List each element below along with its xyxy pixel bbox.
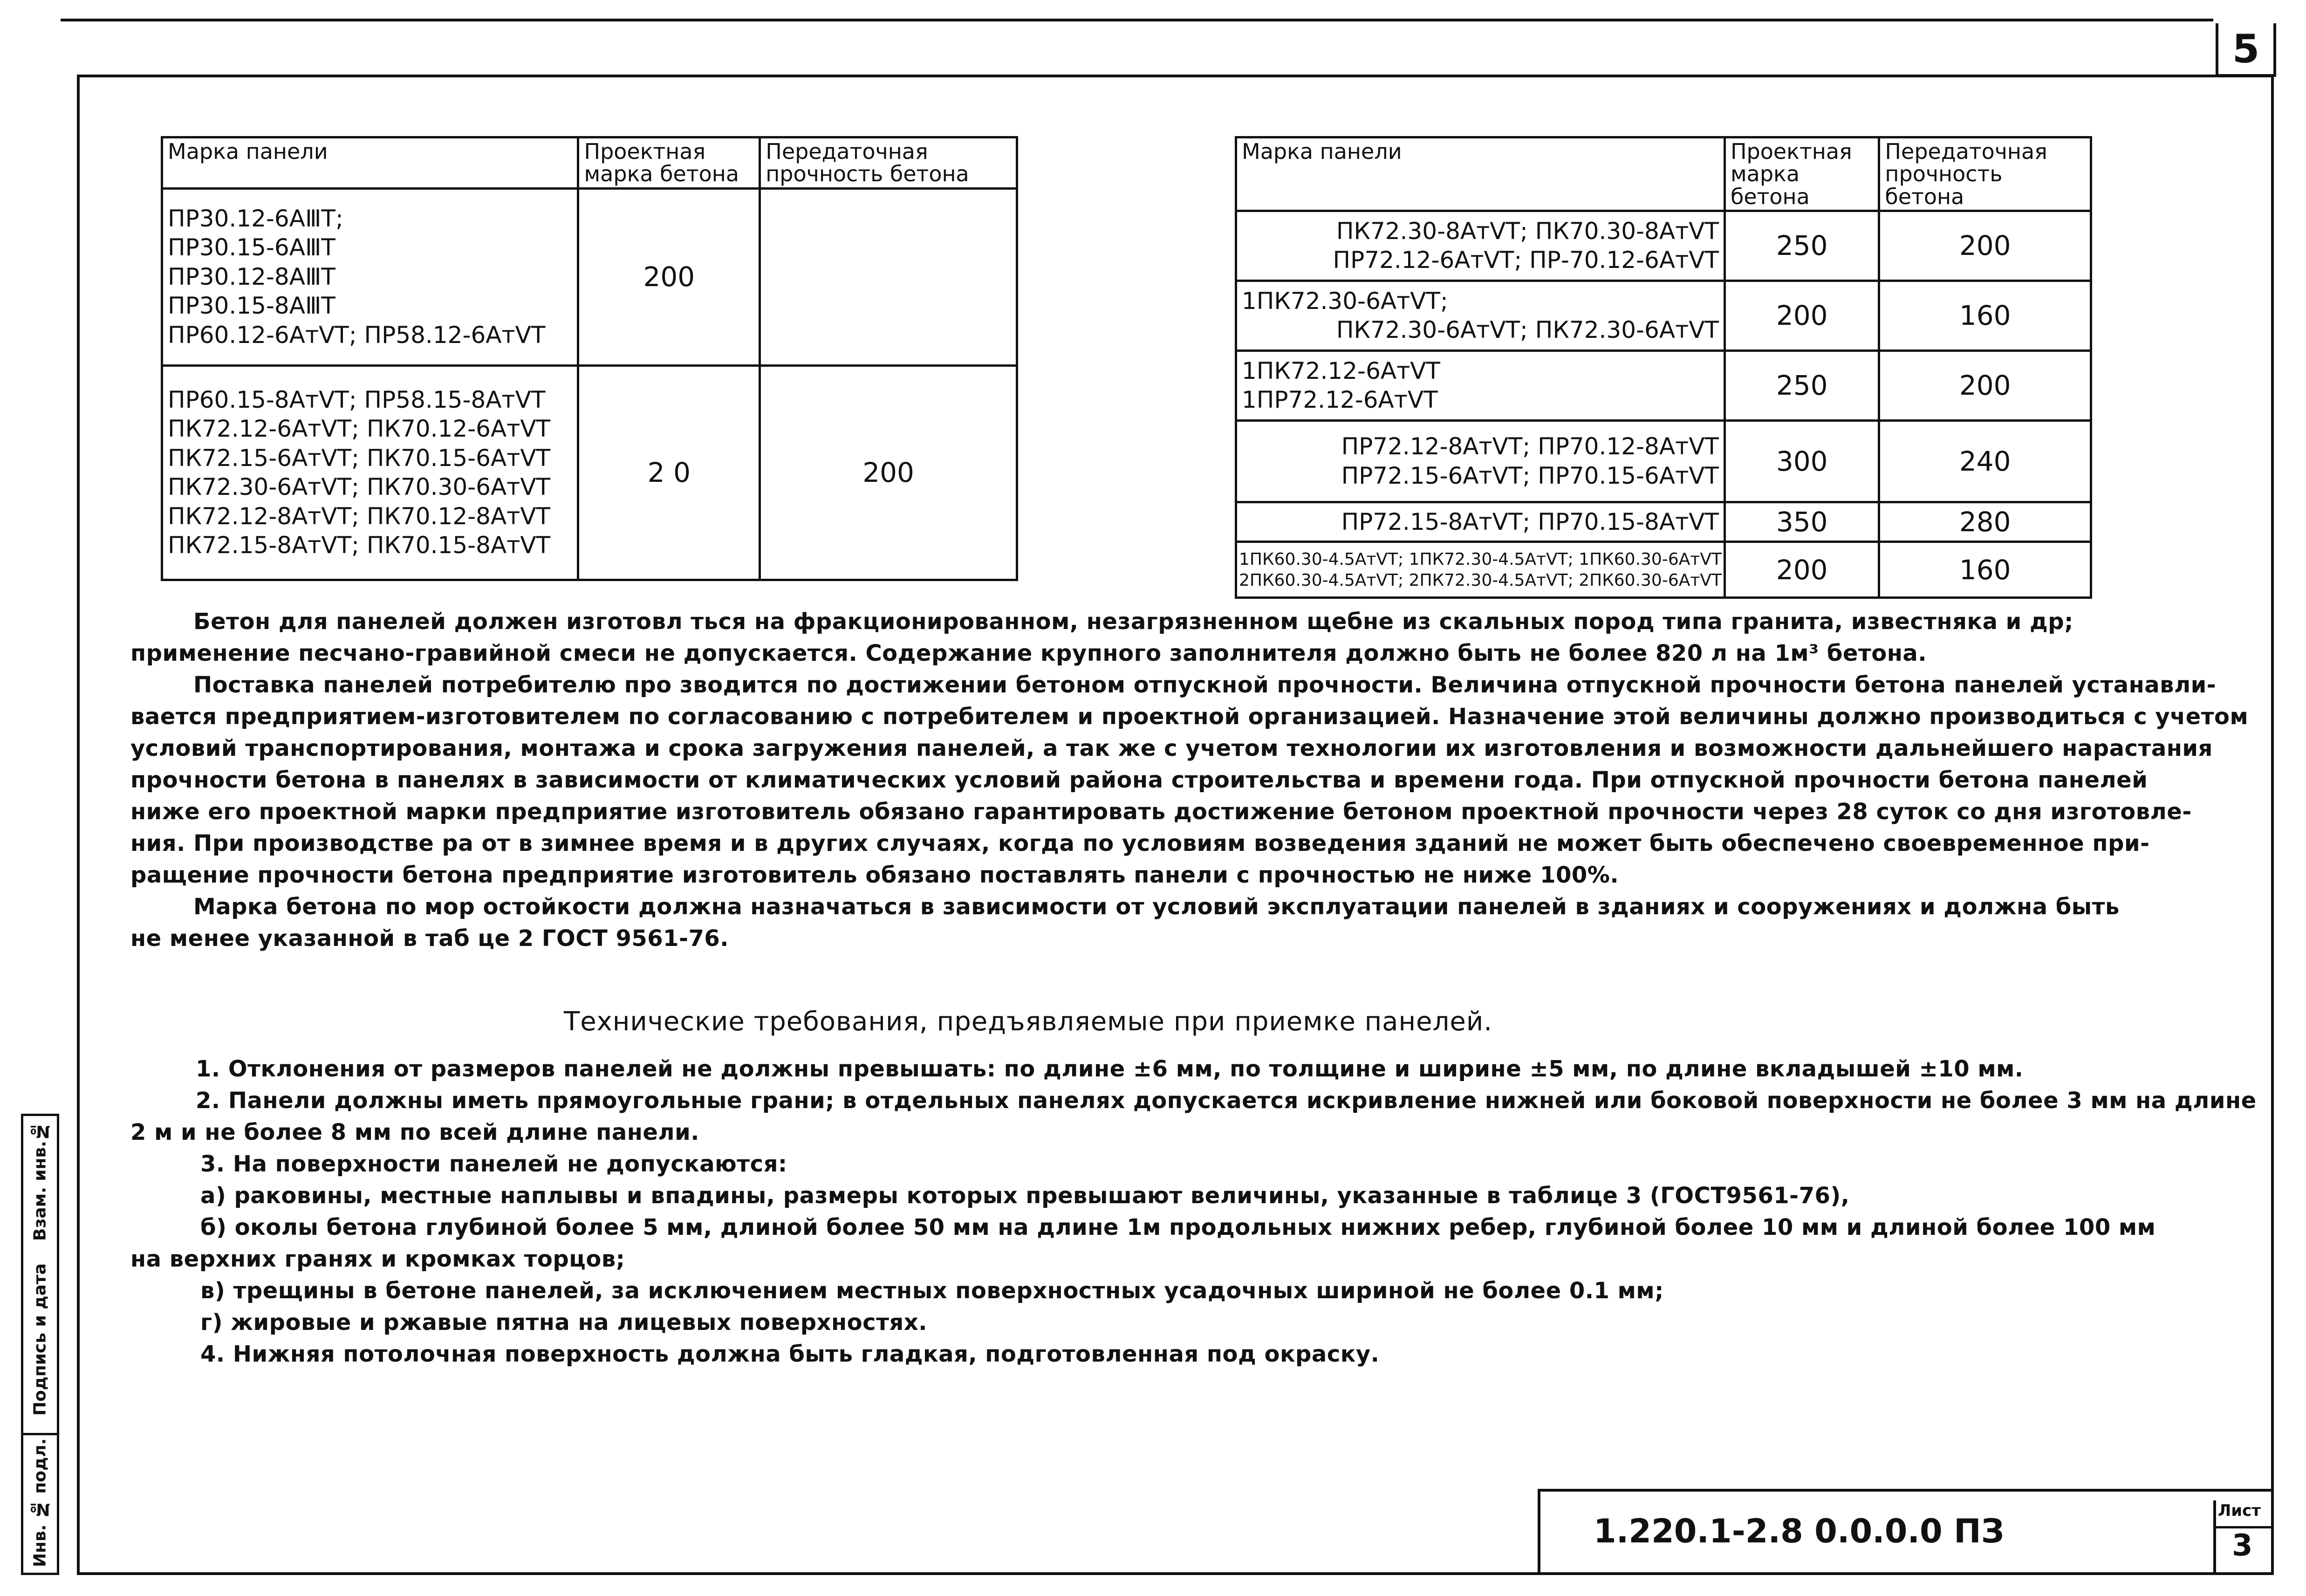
grade-cell: 300 <box>1724 420 1879 502</box>
panel-mark: ПК72.30-8АтⅤТ; ПК70.30-8АтⅤТ <box>1336 217 1719 245</box>
sheet-label: Лист <box>2218 1501 2261 1520</box>
panel-mark: ПК72.15-8АтⅤТ; ПК70.15-8АтⅤТ <box>168 532 551 559</box>
panel-mark: ПР30.15-6АⅢТ <box>168 234 335 261</box>
strength-cell: 160 <box>1879 281 2091 350</box>
grade-cell: 2 0 <box>578 365 760 580</box>
panel-table-left <box>161 136 1018 581</box>
requirement-line: на верхних гранях и кромках торцов; <box>130 1246 625 1272</box>
concrete-notes <box>130 606 2249 954</box>
panel-mark: ПК72.30-6АтⅤТ; ПК70.30-6АтⅤТ <box>168 473 551 501</box>
paragraph-line: Марка бетона по мор остойкости должна назначаться в зависимости от условий эксплуатации панелей в зданиях и сооружениях и должна быть <box>193 894 2120 920</box>
grade-cell: 250 <box>1724 350 1879 420</box>
requirement-line: г) жировые и ржавые пятна на лицевых поверхностях. <box>200 1309 927 1336</box>
panel-mark: ПК72.12-8АтⅤТ; ПК70.12-8АтⅤТ <box>168 502 551 530</box>
strength-cell: 280 <box>1879 502 2091 542</box>
mark-cell <box>1236 542 1725 598</box>
table-row <box>1236 542 2091 598</box>
table-header-row <box>1236 137 2091 211</box>
grade-cell: 200 <box>1724 542 1879 598</box>
panel-mark: 1ПК72.12-6АтⅤТ <box>1242 357 1440 384</box>
page-number: 5 <box>2216 23 2276 77</box>
strength-cell: 200 <box>1879 350 2091 420</box>
paragraph-line: Поставка панелей потребителю про зводится по достижении бетоном отпускной прочности. Величина отпускной прочности бетона панелей устанавли- <box>193 672 2217 698</box>
requirement-line: а) раковины, местные наплывы и впадины, размеры которых превышают величины, указанные в таблице 3 (ГОСТ9561-76), <box>200 1183 1850 1209</box>
panel-mark: ПР60.12-6АтⅤТ; ПР58.12-6АтⅤТ <box>168 321 546 349</box>
paragraph-line: ния. При производстве ра от в зимнее время и в других случаях, когда по условиям возведения зданий не может быть обеспечено своевременное при- <box>130 830 2150 856</box>
requirement-line: в) трещины в бетоне панелей, за исключением местных поверхностных усадочных шириной не более 0.1 мм; <box>200 1278 1664 1304</box>
strength-cell: 200 <box>760 365 1017 580</box>
requirements-heading: Технические требования, предъявляемые при приемке панелей. <box>564 1007 1493 1037</box>
mark-cell <box>1236 502 1725 542</box>
requirement-line: 3. На поверхности панелей не допускаются: <box>200 1151 787 1177</box>
paragraph-line: ниже его проектной марки предприятие изготовитель обязано гарантировать достижение бетоном проектной прочности через 28 суток со дня изготовле- <box>130 799 2192 825</box>
panel-mark: ПК72.12-6АтⅤТ; ПК70.12-6АтⅤТ <box>168 415 551 443</box>
paragraph-line: Бетон для панелей должен изготовл ться на фракционированном, незагрязненном щебне из скальных пород типа гранита, известняка и др; <box>193 609 2073 635</box>
requirement-line: 2 м и не более 8 мм по всей длине панели. <box>130 1119 699 1145</box>
strength-cell <box>760 188 1017 365</box>
table-row <box>1236 420 2091 502</box>
header-grade: Проектная марка бетона <box>1724 137 1879 211</box>
table-row <box>1236 502 2091 542</box>
header-strength: Передаточная прочность бетона <box>1879 137 2091 211</box>
mark-cell <box>1236 350 1725 420</box>
mark-cell <box>1236 420 1725 502</box>
panel-mark: 1ПР72.12-6АтⅤТ <box>1242 386 1438 414</box>
table-row <box>1236 281 2091 350</box>
grade-cell: 200 <box>1724 281 1879 350</box>
panel-mark: ПР72.15-8АтⅤТ; ПР70.15-8АтⅤТ <box>1341 508 1719 535</box>
grade-cell: 250 <box>1724 211 1879 281</box>
panel-mark: 1ПК60.30-4.5АтⅤТ; 1ПК72.30-4.5АтⅤТ; 1ПК60.30-6АтⅤТ <box>1239 549 1722 569</box>
panel-mark: ПР60.15-8АтⅤТ; ПР58.15-8АтⅤТ <box>168 386 546 413</box>
paragraph-line: прочности бетона в панелях в зависимости от климатических условий района строительства и времени года. При отпускной прочности бетона панелей <box>130 767 2148 793</box>
strength-cell: 240 <box>1879 420 2091 502</box>
header-mark: Марка панели <box>162 137 578 189</box>
paragraph-line: условий транспортирования, монтажа и срока загружения панелей, а так же с учетом технологии их изготовления и возможности дальнейшего нарастания <box>130 735 2213 761</box>
header-strength: Передаточная прочность бетона <box>760 137 1017 189</box>
mark-cell <box>162 188 578 365</box>
grade-cell: 200 <box>578 188 760 365</box>
panel-mark: ПР30.12-6АⅢТ; <box>168 205 343 232</box>
table-row <box>1236 211 2091 281</box>
requirement-line: 4. Нижняя потолочная поверхность должна быть гладкая, подготовленная под окраску. <box>200 1341 1380 1367</box>
strength-cell: 160 <box>1879 542 2091 598</box>
top-border-line <box>61 19 2213 21</box>
table-row <box>162 365 1017 580</box>
panel-mark: ПР72.12-8АтⅤТ; ПР70.12-8АтⅤТ <box>1341 433 1719 460</box>
table-header-row <box>162 137 1017 189</box>
strength-cell: 200 <box>1879 211 2091 281</box>
sheet-number: 3 <box>2232 1528 2253 1563</box>
panel-mark: ПР72.12-6АтⅤТ; ПР-70.12-6АтⅤТ <box>1333 247 1719 274</box>
document-code: 1.220.1-2.8 0.0.0.0 ПЗ <box>1594 1512 2005 1550</box>
paragraph-line: ращение прочности бетона предприятие изготовитель обязано поставлять панели с прочностью не ниже 100%. <box>130 862 1619 888</box>
paragraph-line: применение песчано-гравийной смеси не допускается. Содержание крупного заполнителя должно быть не более 820 л на 1м³ бетона. <box>130 640 1927 666</box>
panel-mark: ПР72.15-6АтⅤТ; ПР70.15-6АтⅤТ <box>1341 462 1719 489</box>
paragraph-line: не менее указанной в таб це 2 ГОСТ 9561-76. <box>130 925 729 952</box>
header-mark: Марка панели <box>1236 137 1725 211</box>
requirement-line: 2. Панели должны иметь прямоугольные грани; в отдельных панелях допускается искривление нижней или боковой поверхности не более 3 мм на длине <box>196 1088 2257 1114</box>
mark-cell <box>1236 211 1725 281</box>
paragraph-line: вается предприятием-изготовителем по согласованию с потребителем и проектной организацией. Назначение этой величины должно производиться с учетом <box>130 704 2249 730</box>
panel-mark: 1ПК72.30-6АтⅤТ; <box>1242 287 1448 315</box>
margin-label: Подпись и дата <box>23 1247 57 1435</box>
header-grade: Проектная марка бетона <box>578 137 760 189</box>
grade-cell: 350 <box>1724 502 1879 542</box>
table-row <box>162 188 1017 365</box>
requirements-list <box>130 1053 2257 1370</box>
panel-mark: ПР30.12-8АⅢТ <box>168 263 335 290</box>
margin-stamp <box>21 1114 59 1575</box>
requirement-line: б) околы бетона глубиной более 5 мм, длиной более 50 мм на длине 1м продольных нижних ребер, глубиной более 10 мм и длиной более 100 мм <box>200 1214 2156 1240</box>
margin-label: Взам. инв.№ <box>30 1122 50 1241</box>
table-row <box>1236 350 2091 420</box>
panel-mark: ПК72.15-6АтⅤТ; ПК70.15-6АтⅤТ <box>168 444 551 472</box>
panel-mark: 2ПК60.30-4.5АтⅤТ; 2ПК72.30-4.5АтⅤТ; 2ПК60.30-6АтⅤТ <box>1239 570 1722 590</box>
panel-mark: ПК72.30-6АтⅤТ; ПК72.30-6АтⅤТ <box>1336 316 1719 344</box>
mark-cell <box>162 365 578 580</box>
panel-table-right <box>1235 136 2092 599</box>
panel-mark: ПР30.15-8АⅢТ <box>168 292 335 320</box>
mark-cell <box>1236 281 1725 350</box>
requirement-line: 1. Отклонения от размеров панелей не должны превышать: по длине ±6 мм, по толщине и ширине ±5 мм, по длине вкладышей ±10 мм. <box>196 1056 2024 1082</box>
margin-label: Инв. № подл. <box>23 1433 57 1575</box>
